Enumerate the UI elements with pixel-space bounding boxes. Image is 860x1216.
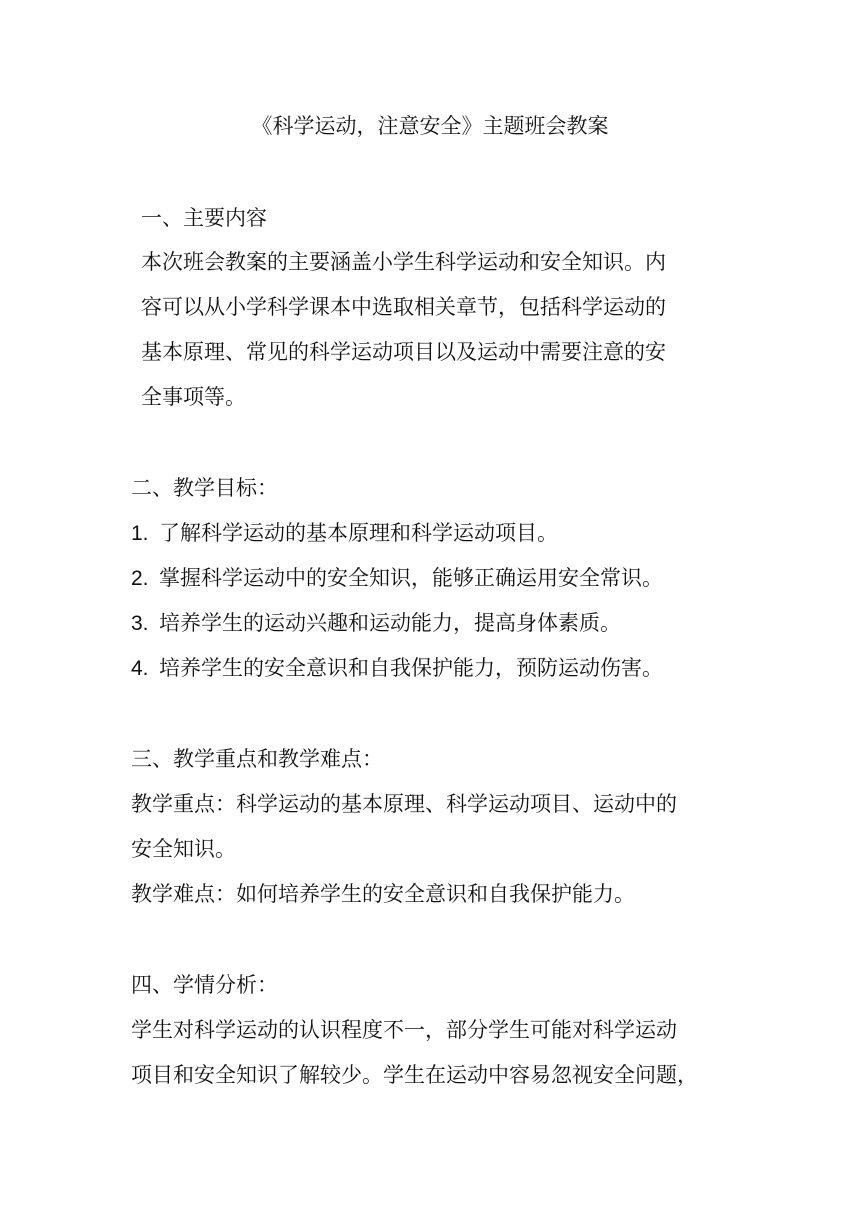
section3-heading: 三、教学重点和教学难点：	[131, 747, 383, 771]
document-title: 《科学运动，注意安全》主题班会教案	[251, 114, 609, 138]
section2-heading: 二、教学目标：	[131, 476, 278, 500]
section4-line-2: 项目和安全知识了解较少。学生在运动中容易忽视安全问题，	[131, 1063, 698, 1087]
section3-line-1: 教学重点：科学运动的基本原理、科学运动项目、运动中的	[131, 792, 677, 816]
section4-line-1: 学生对科学运动的认识程度不一，部分学生可能对科学运动	[131, 1018, 677, 1042]
list-item-text: 掌握科学运动中的安全知识，能够正确运用安全常识。	[159, 566, 663, 590]
section1-line-2: 容可以从小学科学课本中选取相关章节，包括科学运动的	[141, 295, 666, 319]
list-item	[131, 650, 663, 687]
list-item	[131, 515, 558, 552]
list-item-number: 2.	[131, 567, 149, 590]
list-item-number: 3.	[131, 612, 149, 635]
list-item-text: 培养学生的安全意识和自我保护能力，预防运动伤害。	[159, 656, 663, 680]
section4-heading: 四、学情分析：	[131, 973, 278, 997]
section3-line-3: 教学难点：如何培养学生的安全意识和自我保护能力。	[131, 882, 635, 906]
section1-line-3: 基本原理、常见的科学运动项目以及运动中需要注意的安	[141, 340, 666, 364]
list-item-text: 培养学生的运动兴趣和运动能力，提高身体素质。	[159, 611, 621, 635]
list-item-text: 了解科学运动的基本原理和科学运动项目。	[159, 521, 558, 545]
section3-line-2: 安全知识。	[131, 837, 236, 861]
section1-line-1: 本次班会教案的主要涵盖小学生科学运动和安全知识。内	[141, 250, 666, 274]
list-item	[131, 560, 663, 597]
section1-line-4: 全事项等。	[141, 385, 246, 409]
list-item-number: 4.	[131, 657, 149, 680]
list-item	[131, 605, 621, 642]
list-item-number: 1.	[131, 522, 149, 545]
section1-heading: 一、主要内容	[141, 206, 267, 230]
